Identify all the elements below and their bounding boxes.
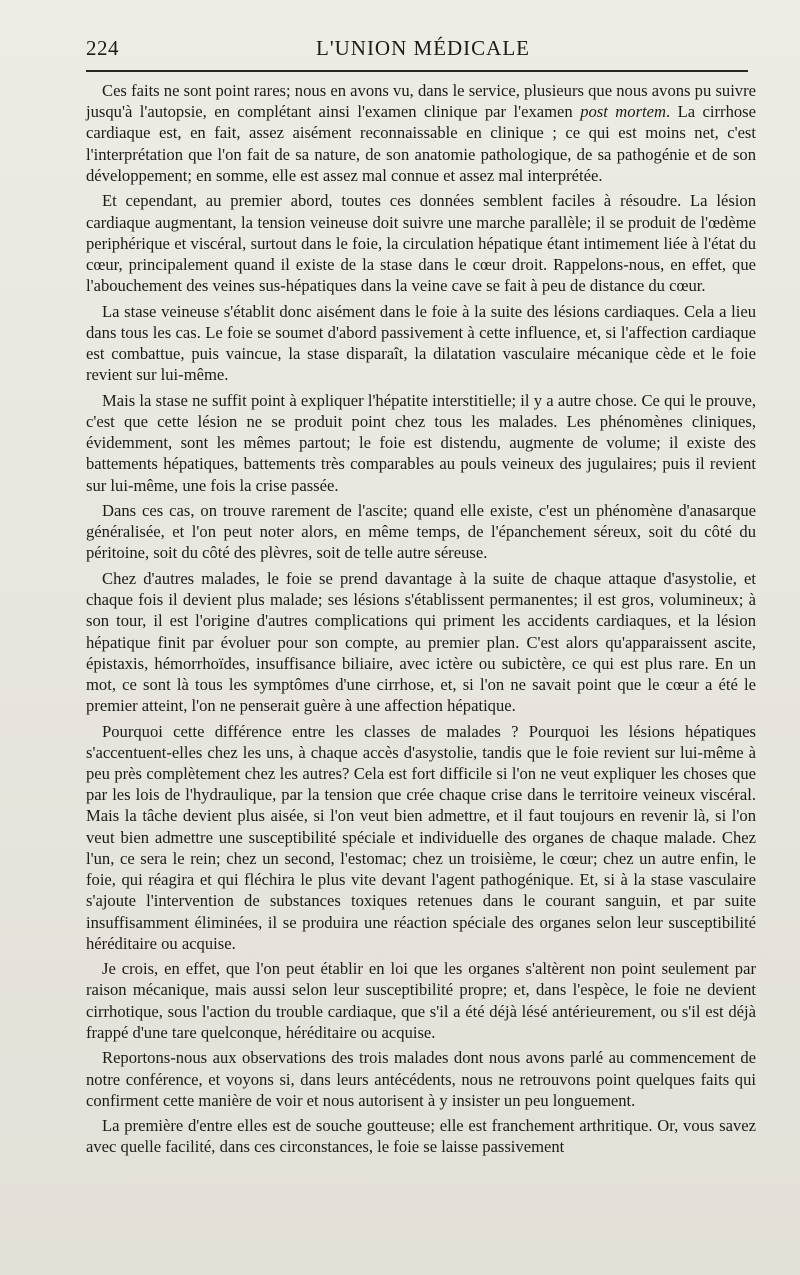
paragraph-10: La première d'entre elles est de souche goutteuse; elle est franchement arthritique. Or, vous savez avec quelle facilité, dans ces circonstances, le foie se laisse passivement bbox=[86, 1116, 756, 1157]
paragraph-1-part-3: . La cirrhose cardiaque est, en fait, assez aisément reconnaissable en clinique ; ce qui est moins net, c'est l'interprétation que l'on fait de sa nature, de son anatomie pathologique, de sa pathogénie et de son développement; en somme, elle est assez mal connue et assez mal interprétée. bbox=[86, 102, 756, 185]
body-text bbox=[86, 80, 756, 1162]
paragraph-1-italic-post-mortem: post mortem bbox=[580, 102, 666, 122]
paragraph-3: La stase veineuse s'établit donc aisément dans le foie à la suite des lésions cardiaques. Cela a lieu dans tous les cas. Le foie se soumet d'abord passivement à cette influence, et, si l'affection cardiaque est combattue, puis vaincue, la stase disparaît, la dilatation vasculaire mécanique cède et le foie revient sur lui-même. bbox=[86, 301, 756, 385]
paragraph-1-part-1: Ces faits ne sont point rares; nous en avons vu, dans le service, plusieurs que nous avons pu suivre jusqu'à l'autopsie, en complétant ainsi l'examen clinique par l'examen bbox=[86, 81, 756, 122]
paragraph-8: Je crois, en effet, que l'on peut établir en loi que les organes s'altèrent non point seulement par raison mécanique, mais aussi selon leur susceptibilité propre; et, dans l'espèce, le foie ne devient cirrhotique, sous l'action du trouble cardiaque, que s'il a été déjà lésé antérieurement, ou s'il est déjà frappé d'une tare quelconque, héréditaire ou acquise. bbox=[86, 959, 756, 1042]
paragraph-4: Mais la stase ne suffit point à expliquer l'hépatite interstitielle; il y a autre chose. Ce qui le prouve, c'est que cette lésion ne se produit point chez tous les malades. Les phénomènes cliniques, évidemment, sont les mêmes partout; le foie est distendu, augmente de volume; il existe des battements hépatiques, battements très comparables au pouls veineux des jugulaires; puis il revient sur lui-même, une fois la crise passée. bbox=[86, 390, 756, 495]
paragraph-5: Dans ces cas, on trouve rarement de l'ascite; quand elle existe, c'est un phénomène d'anasarque généralisée, et l'on peut noter alors, en même temps, de l'épanchement séreux, soit du côté du péritoine, soit du côté des plèvres, soit de telle autre séreuse. bbox=[86, 501, 756, 563]
header-rule bbox=[86, 70, 748, 72]
running-title: L'UNION MÉDICALE bbox=[316, 36, 531, 60]
paragraph-6: Chez d'autres malades, le foie se prend davantage à la suite de chaque attaque d'asystolie, et chaque fois il devient plus malade; ses lésions s'établissent permanentes; il est gros, volumineux; à son tour, il est l'origine d'autres complications qui priment les accidents cardiaques, et la lésion hépatique finit par évoluer pour son compte, au premier plan. C'est alors qu'apparaissent ascite, épistaxis, hémorrhoïdes, insuffisance biliaire, avec ictère ou subictère, ce qui est plus rare. En un mot, ce sont là tous les symptômes d'une cirrhose, et, si l'on ne savait point que le cœur a été le premier atteint, l'on ne penserait guère à une affection hépatique. bbox=[86, 568, 756, 716]
page-number: 224 bbox=[86, 36, 119, 60]
paragraph-2: Et cependant, au premier abord, toutes ces données semblent faciles à résoudre. La lésion cardiaque augmentant, la tension veineuse doit suivre une marche parallèle; il se produit de l'œdème periphérique et viscéral, surtout dans le foie, la circulation hépatique étant intimement liée à l'état du cœur, principalement quand il existe de la stase dans le cœur droit. Rappelons-nous, en effet, que l'abouchement des veines sus-hépatiques dans la veine cave se fait à peu de distance du cœur. bbox=[86, 191, 756, 296]
paragraph-7: Pourquoi cette différence entre les classes de malades ? Pourquoi les lésions hépatiques s'accentuent-elles chez les uns, à chaque accès d'asystolie, tandis que le foie revient sur lui-même à peu près complètement chez les autres? Cela est fort difficile si l'on ne veut expliquer les choses que par les lois de l'hydraulique, par la tension que crée chaque crise dans le territoire veineux viscéral. Mais la tâche devient plus aisée, si l'on veut bien admettre, et il faut toujours en revenir là, si l'on veut bien admettre une susceptibilité spéciale et individuelle des organes de chaque malade. Chez l'un, ce sera le rein; chez un second, l'estomac; chez un troisième, le cœur; chez un autre enfin, le foie, qui réagira et qui fléchira le plus vite devant l'agent pathogénique. Et, si à la stase vasculaire s'ajoute l'intervention de substances toxiques retenues dans le courant sanguin, et par suite insuffisamment éliminées, il se produira une réaction spéciale des organes selon leur susceptibilité héréditaire ou acquise. bbox=[86, 721, 756, 953]
running-header bbox=[86, 36, 756, 62]
paragraph-9: Reportons-nous aux observations des trois malades dont nous avons parlé au commencement de notre conférence, et voyons si, dans leurs antécédents, nous ne retrouvons point quelques faits qui confirment cette manière de voir et nous autorisent à y insister un peu longuement. bbox=[86, 1048, 756, 1110]
paragraph-1 bbox=[86, 80, 756, 186]
